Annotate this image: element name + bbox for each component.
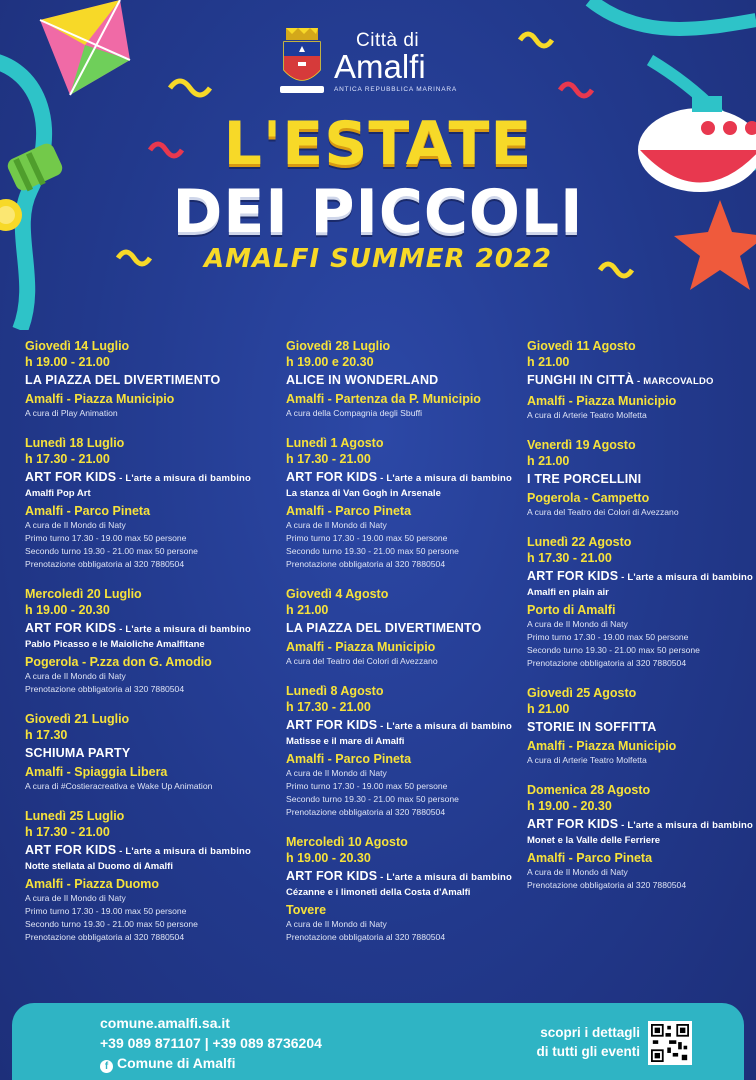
event-item xyxy=(286,338,518,420)
event-note: Prenotazione obbligatoria al 320 7880504 xyxy=(25,684,185,694)
event-time: h 19.00 - 20.30 xyxy=(25,603,110,617)
event-location: Amalfi - Partenza da P. Municipio xyxy=(286,392,481,406)
event-note: A cura di #Costieracreativa e Wake Up Animation xyxy=(25,781,213,791)
event-title-main: ART FOR KIDS xyxy=(25,621,117,635)
event-location: Amalfi - Parco Pineta xyxy=(527,851,653,865)
event-date: Venerdì 19 Agosto xyxy=(527,438,636,452)
event-note: Primo turno 17.30 - 19.00 max 50 persone xyxy=(25,533,187,543)
event-description: Monet e la Valle delle Ferriere xyxy=(527,835,661,846)
event-title-sub: - L'arte a misura di bambino xyxy=(377,473,513,484)
event-location: Amalfi - Piazza Municipio xyxy=(25,392,175,406)
event-note: A cura della Compagnia degli Sbuffi xyxy=(286,408,422,418)
event-location: Tovere xyxy=(286,903,327,917)
facebook-icon: f xyxy=(100,1060,113,1073)
event-note: Prenotazione obbligatoria al 320 7880504 xyxy=(25,559,185,569)
event-date: Lunedì 1 Agosto xyxy=(286,436,384,450)
event-note: A cura del Teatro dei Colori di Avezzano xyxy=(286,656,438,666)
city-label: Città di xyxy=(356,30,420,51)
event-note: A cura de Il Mondo di Naty xyxy=(527,619,628,629)
event-note: Secondo turno 19.30 - 21.00 max 50 persone xyxy=(25,919,198,929)
event-item xyxy=(527,534,756,670)
event-note: A cura del Teatro dei Colori di Avezzano xyxy=(527,507,679,517)
event-time: h 17.30 - 21.00 xyxy=(286,700,371,714)
event-title xyxy=(286,717,518,735)
event-date: Lunedì 25 Luglio xyxy=(25,809,125,823)
event-title xyxy=(25,372,257,388)
event-time: h 19.00 - 20.30 xyxy=(286,851,371,865)
event-title xyxy=(286,620,518,636)
event-note: Prenotazione obbligatoria al 320 7880504 xyxy=(286,807,446,817)
event-date: Giovedì 14 Luglio xyxy=(25,339,130,353)
event-title-sub: - L'arte a misura di bambino xyxy=(618,572,754,583)
city-subtitle: ANTICA REPUBBLICA MARINARA xyxy=(334,86,458,93)
event-item xyxy=(286,834,518,944)
event-note: Secondo turno 19.30 - 21.00 max 50 persone xyxy=(527,645,700,655)
event-item xyxy=(527,685,756,767)
event-title-main: ART FOR KIDS xyxy=(286,718,378,732)
city-crest-icon xyxy=(278,26,326,98)
event-title xyxy=(527,568,756,586)
event-date: Giovedì 21 Luglio xyxy=(25,712,130,726)
event-description: Pablo Picasso e le Maioliche Amalfitane xyxy=(25,639,205,650)
event-time: h 21.00 xyxy=(527,355,570,369)
event-description: Matisse e il mare di Amalfi xyxy=(286,736,405,747)
event-location: Amalfi - Parco Pineta xyxy=(286,504,412,518)
event-note: Primo turno 17.30 - 19.00 max 50 persone xyxy=(286,781,448,791)
event-location: Amalfi - Spiaggia Libera xyxy=(25,765,168,779)
event-time: h 17.30 - 21.00 xyxy=(286,452,371,466)
event-time: h 21.00 xyxy=(527,454,570,468)
event-note: Secondo turno 19.30 - 21.00 max 50 persone xyxy=(286,546,459,556)
event-date: Lunedì 18 Luglio xyxy=(25,436,125,450)
event-title xyxy=(286,372,518,388)
event-note: A cura de Il Mondo di Naty xyxy=(286,768,387,778)
event-item xyxy=(25,711,257,793)
event-location: Amalfi - Piazza Duomo xyxy=(25,877,160,891)
event-note: Prenotazione obbligatoria al 320 7880504 xyxy=(286,932,446,942)
event-note: A cura de Il Mondo di Naty xyxy=(25,671,126,681)
event-item xyxy=(25,338,257,420)
phone-numbers[interactable]: +39 089 871107 | +39 089 8736204 xyxy=(100,1035,322,1051)
event-title xyxy=(527,471,756,487)
event-time: h 21.00 xyxy=(527,702,570,716)
event-note: Secondo turno 19.30 - 21.00 max 50 persone xyxy=(286,794,459,804)
city-name: Amalfi xyxy=(334,48,426,85)
event-title-sub: - L'arte a misura di bambino xyxy=(116,473,252,484)
event-note: Primo turno 17.30 - 19.00 max 50 persone xyxy=(286,533,448,543)
event-title-main: ART FOR KIDS xyxy=(25,470,117,484)
event-note: Prenotazione obbligatoria al 320 7880504 xyxy=(286,559,446,569)
event-title-main: ART FOR KIDS xyxy=(527,569,619,583)
event-title-main: LA PIAZZA DEL DIVERTIMENTO xyxy=(286,621,482,635)
event-note: Primo turno 17.30 - 19.00 max 50 persone xyxy=(25,906,187,916)
event-title-main: ART FOR KIDS xyxy=(527,817,619,831)
event-time: h 19.00 e 20.30 xyxy=(286,355,374,369)
qr-code-icon[interactable] xyxy=(648,1021,692,1065)
event-date: Lunedì 8 Agosto xyxy=(286,684,384,698)
event-time: h 17.30 - 21.00 xyxy=(527,551,612,565)
event-date: Lunedì 22 Agosto xyxy=(527,535,632,549)
event-note: A cura de Il Mondo di Naty xyxy=(25,520,126,530)
event-note: Prenotazione obbligatoria al 320 7880504 xyxy=(25,932,185,942)
event-item xyxy=(527,782,756,892)
event-time: h 17.30 xyxy=(25,728,68,742)
event-title-main: ALICE IN WONDERLAND xyxy=(286,373,439,387)
event-location: Pogerola - P.zza don G. Amodio xyxy=(25,655,212,669)
social-link[interactable] xyxy=(100,1055,236,1073)
event-title xyxy=(25,842,257,860)
event-note: A cura de Il Mondo di Naty xyxy=(25,893,126,903)
event-title-sub: - L'arte a misura di bambino xyxy=(116,846,252,857)
event-title xyxy=(286,469,518,487)
event-date: Domenica 28 Agosto xyxy=(527,783,651,797)
event-description: Amalfi Pop Art xyxy=(25,488,91,499)
event-title-main: I TRE PORCELLINI xyxy=(527,472,642,486)
event-title xyxy=(527,719,756,735)
event-title xyxy=(527,816,756,834)
event-note: A cura di Arterie Teatro Molfetta xyxy=(527,755,647,765)
event-date: Giovedì 25 Agosto xyxy=(527,686,637,700)
event-title-sub: - L'arte a misura di bambino xyxy=(618,820,754,831)
event-note: Primo turno 17.30 - 19.00 max 50 persone xyxy=(527,632,689,642)
event-location: Amalfi - Parco Pineta xyxy=(286,752,412,766)
ribbon-top-right xyxy=(590,0,756,29)
page-subtitle: AMALFI SUMMER 2022 xyxy=(204,244,552,274)
event-title-sub: - L'arte a misura di bambino xyxy=(116,624,252,635)
page-title-line2: DEI PICCOLI xyxy=(172,177,584,247)
event-time: h 19.00 - 21.00 xyxy=(25,355,110,369)
event-note: Prenotazione obbligatoria al 320 7880504 xyxy=(527,880,687,890)
event-item xyxy=(286,683,518,819)
event-note: A cura di Arterie Teatro Molfetta xyxy=(527,410,647,420)
event-title-main: LA PIAZZA DEL DIVERTIMENTO xyxy=(25,373,221,387)
event-item xyxy=(25,586,257,696)
event-note: A cura de Il Mondo di Naty xyxy=(527,867,628,877)
event-note: Secondo turno 19.30 - 21.00 max 50 persone xyxy=(25,546,198,556)
event-date: Giovedì 11 Agosto xyxy=(527,339,636,353)
event-title-main: ART FOR KIDS xyxy=(286,869,378,883)
event-date: Mercoledì 10 Agosto xyxy=(286,835,408,849)
events-column-2 xyxy=(286,338,518,959)
event-title-main: ART FOR KIDS xyxy=(25,843,117,857)
website-link[interactable]: comune.amalfi.sa.it xyxy=(100,1015,230,1031)
event-description: Notte stellata al Duomo di Amalfi xyxy=(25,861,173,872)
event-item xyxy=(286,435,518,571)
discover-text-line1: scopri i dettagli xyxy=(540,1025,640,1040)
social-label: Comune di Amalfi xyxy=(117,1055,236,1071)
event-time: h 17.30 - 21.00 xyxy=(25,825,110,839)
event-description: La stanza di Van Gogh in Arsenale xyxy=(286,488,441,499)
event-title xyxy=(25,469,257,487)
page-title-line1: L'ESTATE xyxy=(223,109,533,179)
event-title xyxy=(25,745,257,761)
event-item xyxy=(286,586,518,668)
event-description: Cézanne e i limoneti della Costa d'Amalfi xyxy=(286,887,471,898)
event-title-sub: - L'arte a misura di bambino xyxy=(377,872,513,883)
event-note: A cura de Il Mondo di Naty xyxy=(286,919,387,929)
event-time: h 17.30 - 21.00 xyxy=(25,452,110,466)
event-date: Mercoledì 20 Luglio xyxy=(25,587,142,601)
event-title-main: STORIE IN SOFFITTA xyxy=(527,720,657,734)
events-column-1 xyxy=(25,338,257,959)
event-time: h 19.00 - 20.30 xyxy=(527,799,612,813)
footer xyxy=(12,1003,744,1080)
city-logo xyxy=(334,30,457,93)
event-title xyxy=(25,620,257,638)
event-date: Giovedì 4 Agosto xyxy=(286,587,389,601)
event-date: Giovedì 28 Luglio xyxy=(286,339,391,353)
event-title-main: ART FOR KIDS xyxy=(286,470,378,484)
event-item xyxy=(25,435,257,571)
event-location: Amalfi - Piazza Municipio xyxy=(527,739,677,753)
event-location: Amalfi - Piazza Municipio xyxy=(286,640,436,654)
event-note: A cura di Play Animation xyxy=(25,408,118,418)
event-note: Prenotazione obbligatoria al 320 7880504 xyxy=(527,658,687,668)
event-item xyxy=(527,338,756,422)
event-item xyxy=(25,808,257,944)
event-note: A cura de Il Mondo di Naty xyxy=(286,520,387,530)
event-location: Porto di Amalfi xyxy=(527,603,616,617)
event-title-main: FUNGHI IN CITTÀ xyxy=(527,373,635,387)
event-time: h 21.00 xyxy=(286,603,329,617)
event-description: Amalfi en plain air xyxy=(527,587,609,598)
event-location: Pogerola - Campetto xyxy=(527,491,650,505)
event-location: Amalfi - Piazza Municipio xyxy=(527,394,677,408)
event-title-sub: - L'arte a misura di bambino xyxy=(377,721,513,732)
event-title xyxy=(527,372,756,390)
events-column-3 xyxy=(527,338,756,907)
event-title xyxy=(286,868,518,886)
event-item xyxy=(527,437,756,519)
discover-text-line2: di tutti gli eventi xyxy=(536,1044,640,1059)
event-location: Amalfi - Parco Pineta xyxy=(25,504,151,518)
event-title-sub: - MARCOVALDO xyxy=(634,376,714,387)
event-title-main: SCHIUMA PARTY xyxy=(25,746,131,760)
